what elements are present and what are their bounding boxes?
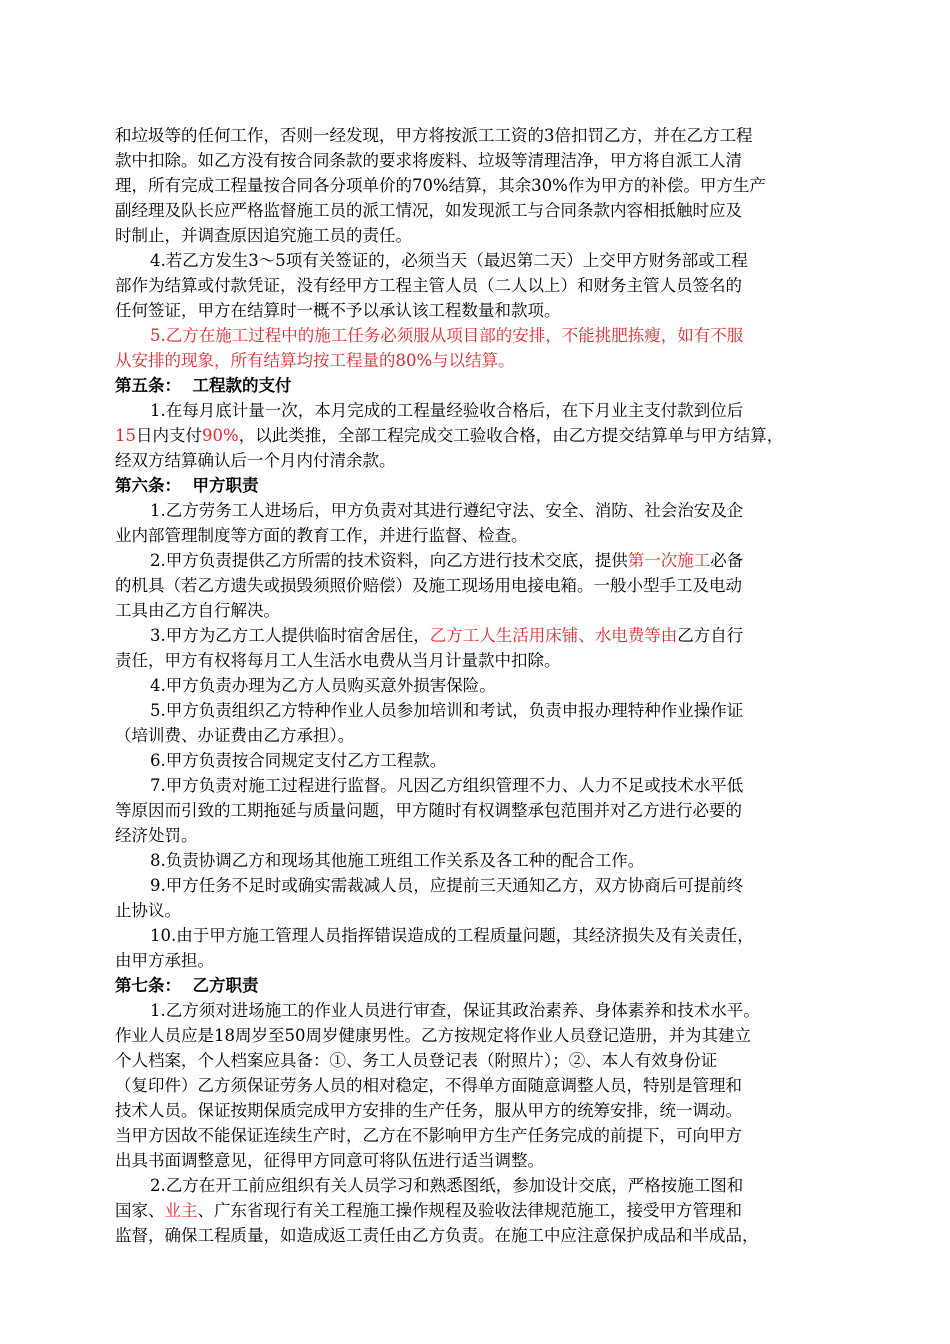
- text-line: 副经理及队长应严格监督施工员的派工情况，如发现派工与合同条款内容相抵触时应及: [115, 201, 742, 220]
- text-line: 6.甲方负责按合同规定支付乙方工程款。: [150, 751, 447, 770]
- text-line: 时制止，并调查原因追究施工员的责任。: [115, 226, 412, 245]
- text-line: （培训费、办证费由乙方承担）。: [115, 726, 355, 745]
- text-line: 5.甲方负责组织乙方特种作业人员参加培训和考试，负责申报办理特种作业操作证: [150, 701, 744, 720]
- text-line: 技术人员。保证按期保质完成甲方安排的生产任务，服从甲方的统筹安排，统一调动。: [115, 1101, 742, 1120]
- text-line: 的机具（若乙方遗失或损毁须照价赔偿）及施工现场用电接电箱。一般小型手工及电动: [115, 576, 742, 595]
- text-span: ，以此类推，全部工程完成交工验收合格，由乙方提交结算单与甲方结算，: [238, 426, 784, 445]
- text-line: （复印件）乙方须保证劳务人员的相对稳定，不得单方面随意调整人员，特别是管理和: [115, 1076, 742, 1095]
- section-heading: 第七条： 乙方职责: [115, 976, 259, 995]
- text-line: [115, 424, 783, 448]
- text-line: 经双方结算确认后一个月内付清余款。: [115, 451, 396, 470]
- text-line: 1.在每月底计量一次，本月完成的工程量经验收合格后，在下月业主支付款到位后: [150, 401, 744, 420]
- text-span: 日内支付: [136, 426, 202, 445]
- text-span: 3.甲方为乙方工人提供临时宿舍居住，: [150, 626, 430, 645]
- text-line: 监督，确保工程质量，如造成返工责任由乙方负责。在施工中应注意保护成品和半成品，: [115, 1226, 759, 1245]
- text-line: 由甲方承担。: [115, 951, 214, 970]
- text-line: 出具书面调整意见，征得甲方同意可将队伍进行适当调整。: [115, 1151, 544, 1170]
- text-line: 7.甲方负责对施工过程进行监督。凡因乙方组织管理不力、人力不足或技术水平低: [150, 776, 744, 795]
- text-line: 2.乙方在开工前应组织有关人员学习和熟悉图纸，参加设计交底，严格按施工图和: [150, 1176, 744, 1195]
- highlight-text: 15: [115, 426, 136, 445]
- text-line: [150, 549, 743, 573]
- text-line: 1.乙方须对进场施工的作业人员进行审查，保证其政治素养、身体素养和技术水平。: [150, 1001, 760, 1020]
- section-heading: 第六条： 甲方职责: [115, 476, 259, 495]
- text-span: 2.甲方负责提供乙方所需的技术资料，向乙方进行技术交底，提供: [150, 551, 628, 570]
- text-span: 、广东省现行有关工程施工操作规程及验收法律规范施工，接受甲方管理和: [197, 1201, 742, 1220]
- text-line: 1.乙方劳务工人进场后，甲方负责对其进行遵纪守法、安全、消防、社会治安及企: [150, 501, 744, 520]
- text-line: 止协议。: [115, 901, 181, 920]
- highlight-text: 第一次施工: [627, 551, 711, 570]
- text-line: 10.由于甲方施工管理人员指挥错误造成的工程质量问题，其经济损失及有关责任，: [150, 926, 754, 945]
- text-line: 经济处罚。: [115, 826, 198, 845]
- text-span: 乙方自行: [677, 626, 744, 645]
- section-heading: 第五条： 工程款的支付: [115, 376, 292, 395]
- text-line: 个人档案，个人档案应具备：①、务工人员登记表（附照片）；②、本人有效身份证: [115, 1051, 718, 1070]
- text-line: 理，所有完成工程量按合同各分项单价的70%结算，其余30%作为甲方的补偿。甲方生产: [115, 176, 766, 195]
- highlight-text: 90%: [202, 426, 239, 445]
- text-line: 9.甲方任务不足时或确实需裁减人员，应提前三天通知乙方，双方协商后可提前终: [150, 876, 744, 895]
- highlight-text: 业主: [164, 1201, 198, 1220]
- text-line: 任何签证，甲方在结算时一概不予以承认该工程数量和款项。: [115, 301, 561, 320]
- text-line: [150, 624, 743, 648]
- text-line: 4.甲方负责办理为乙方人员购买意外损害保险。: [150, 676, 496, 695]
- text-line-highlight: 从安排的现象，所有结算均按工程量的80%与以结算。: [115, 351, 515, 370]
- text-span: 必备: [710, 551, 744, 570]
- text-line: [115, 1199, 742, 1223]
- text-line: 部作为结算或付款凭证，没有经甲方工程主管人员（二人以上）和财务主管人员签名的: [115, 276, 742, 295]
- text-line: 8.负责协调乙方和现场其他施工班组工作关系及各工种的配合工作。: [150, 851, 645, 870]
- text-line: 责任，甲方有权将每月工人生活水电费从当月计量款中扣除。: [115, 651, 561, 670]
- text-line: 和垃圾等的任何工作，否则一经发现，甲方将按派工工资的3倍扣罚乙方，并在乙方工程: [115, 126, 753, 145]
- text-span: 国家、: [115, 1201, 165, 1220]
- text-line: 作业人员应是18周岁至50周岁健康男性。乙方按规定将作业人员登记造册，并为其建立: [115, 1026, 751, 1045]
- text-line: 当甲方因故不能保证连续生产时，乙方在不影响甲方生产任务完成的前提下，可向甲方: [115, 1126, 742, 1145]
- text-line: 等原因而引致的工期拖延与质量问题，甲方随时有权调整承包范围并对乙方进行必要的: [115, 801, 742, 820]
- text-line: 款中扣除。如乙方没有按合同条款的要求将废料、垃圾等清理洁净，甲方将自派工人清: [115, 151, 742, 170]
- text-line: 工具由乙方自行解决。: [115, 601, 280, 620]
- highlight-text: 乙方工人生活用床铺、水电费等由: [429, 626, 678, 645]
- text-line: 业内部管理制度等方面的教育工作，并进行监督、检查。: [115, 526, 528, 545]
- text-line-highlight: 5.乙方在施工过程中的施工任务必须服从项目部的安排，不能挑肥拣瘦，如有不服: [150, 326, 744, 345]
- text-line: 4.若乙方发生3～5项有关签证的，必须当天（最迟第二天）上交甲方财务部或工程: [150, 251, 748, 270]
